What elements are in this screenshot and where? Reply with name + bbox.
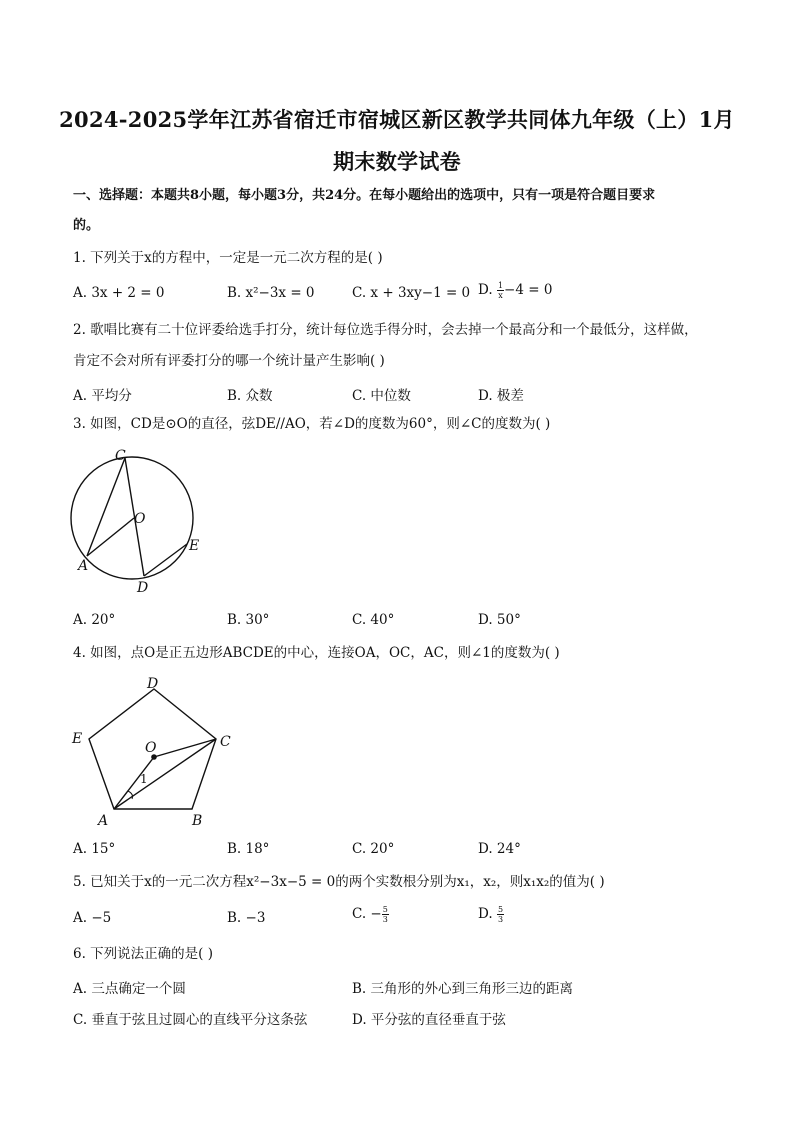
q3-option-a: A. 20°	[73, 612, 116, 628]
question-4-stem: 4. 如图，点O是正五边形ABCDE的中心，连接OA，OC，AC，则∠1的度数为( )	[73, 645, 560, 661]
q4-option-c: C. 20°	[352, 841, 395, 857]
q4-label-c: C	[220, 734, 231, 750]
q4-label-o: O	[145, 740, 157, 756]
q5-option-a: A. −5	[73, 910, 112, 926]
q5-option-c-fraction	[382, 905, 389, 924]
q1-option-b: B. x²−3x = 0	[227, 285, 315, 301]
q1-option-d-rest: −4 = 0	[504, 282, 553, 298]
q5-option-d-numerator: 5	[497, 905, 504, 914]
question-2-stem-line2: 肯定不会对所有评委打分的哪一个统计量产生影响( )	[73, 353, 385, 369]
q5-option-c-numerator: 5	[382, 905, 388, 914]
q5-option-d-denominator: 3	[497, 915, 504, 924]
q5-option-c-prefix: C. −	[352, 906, 382, 922]
q4-label-d: D	[147, 676, 159, 692]
q3-label-e: E	[189, 538, 200, 554]
section-heading: 一、选择题：本题共8小题，每小题3分，共24分。在每小题给出的选项中，只有一项是符合题目要求	[73, 188, 656, 203]
q1-option-d-numerator: 1	[497, 281, 504, 290]
q6-option-b: B. 三角形的外心到三角形三边的距离	[352, 981, 574, 997]
q1-option-d-denominator: x	[498, 291, 503, 300]
q1-option-d-prefix: D.	[478, 282, 497, 298]
q2-option-a: A. 平均分	[73, 388, 132, 404]
q1-option-d	[478, 281, 552, 300]
q4-pentagon-figure	[60, 668, 250, 833]
q4-option-d: D. 24°	[478, 841, 521, 857]
q1-option-a: A. 3x + 2 = 0	[73, 285, 165, 301]
q4-label-e: E	[72, 731, 83, 747]
q6-option-c: C. 垂直于弦且过圆心的直线平分这条弦	[73, 1012, 308, 1028]
q2-option-c: C. 中位数	[352, 388, 411, 404]
q2-option-d: D. 极差	[478, 388, 524, 404]
q3-option-b: B. 30°	[227, 612, 270, 628]
q3-label-d: D	[137, 580, 149, 596]
q4-option-a: A. 15°	[73, 841, 116, 857]
q5-option-b: B. −3	[227, 910, 266, 926]
q4-option-b: B. 18°	[227, 841, 270, 857]
q4-label-angle-1: 1	[140, 772, 148, 786]
q1-option-d-fraction	[497, 281, 504, 300]
q3-option-d: D. 50°	[478, 612, 521, 628]
q4-segment-ac	[114, 739, 216, 809]
q3-option-c: C. 40°	[352, 612, 395, 628]
q3-label-c: C	[115, 448, 126, 464]
q3-circle	[71, 457, 193, 579]
exam-title-line1: 2024-2025学年江苏省宿迁市宿城区新区教学共同体九年级（上）1月	[59, 107, 735, 132]
section-heading-cont: 的。	[73, 218, 100, 233]
q3-label-o: O	[134, 511, 146, 527]
q2-option-b: B. 众数	[227, 388, 273, 404]
q3-chord-de	[144, 544, 187, 576]
q5-option-d	[478, 905, 504, 924]
q1-option-c: C. x + 3xy−1 = 0	[352, 285, 471, 301]
q5-option-d-fraction	[497, 905, 504, 924]
q4-label-b: B	[192, 813, 203, 829]
q3-circle-figure	[60, 440, 220, 600]
q4-segment-oc	[154, 739, 216, 757]
q5-option-c	[352, 905, 389, 924]
question-6-stem: 6. 下列说法正确的是( )	[73, 946, 213, 962]
q3-label-a: A	[78, 558, 89, 574]
exam-title-line2: 期末数学试卷	[333, 149, 461, 174]
q5-option-d-prefix: D.	[478, 906, 497, 922]
question-5-stem: 5. 已知关于x的一元二次方程x²−3x−5 = 0的两个实数根分别为x₁，x₂，则x₁x₂的值为( )	[73, 874, 605, 890]
q6-option-d: D. 平分弦的直径垂直于弦	[352, 1012, 506, 1028]
q4-label-a: A	[98, 813, 109, 829]
question-1-stem: 1. 下列关于x的方程中，一定是一元二次方程的是( )	[73, 250, 383, 266]
question-3-stem: 3. 如图，CD是⊙O的直径，弦DE//AO，若∠D的度数为60°，则∠C的度数为( )	[73, 416, 551, 432]
q5-option-c-denominator: 3	[382, 915, 388, 924]
q6-option-a: A. 三点确定一个圆	[73, 981, 186, 997]
q4-segment-ao	[114, 757, 154, 809]
question-2-stem-line1: 2. 歌唱比赛有二十位评委给选手打分，统计每位选手得分时，会去掉一个最高分和一个最低分，这样做，	[73, 322, 698, 338]
